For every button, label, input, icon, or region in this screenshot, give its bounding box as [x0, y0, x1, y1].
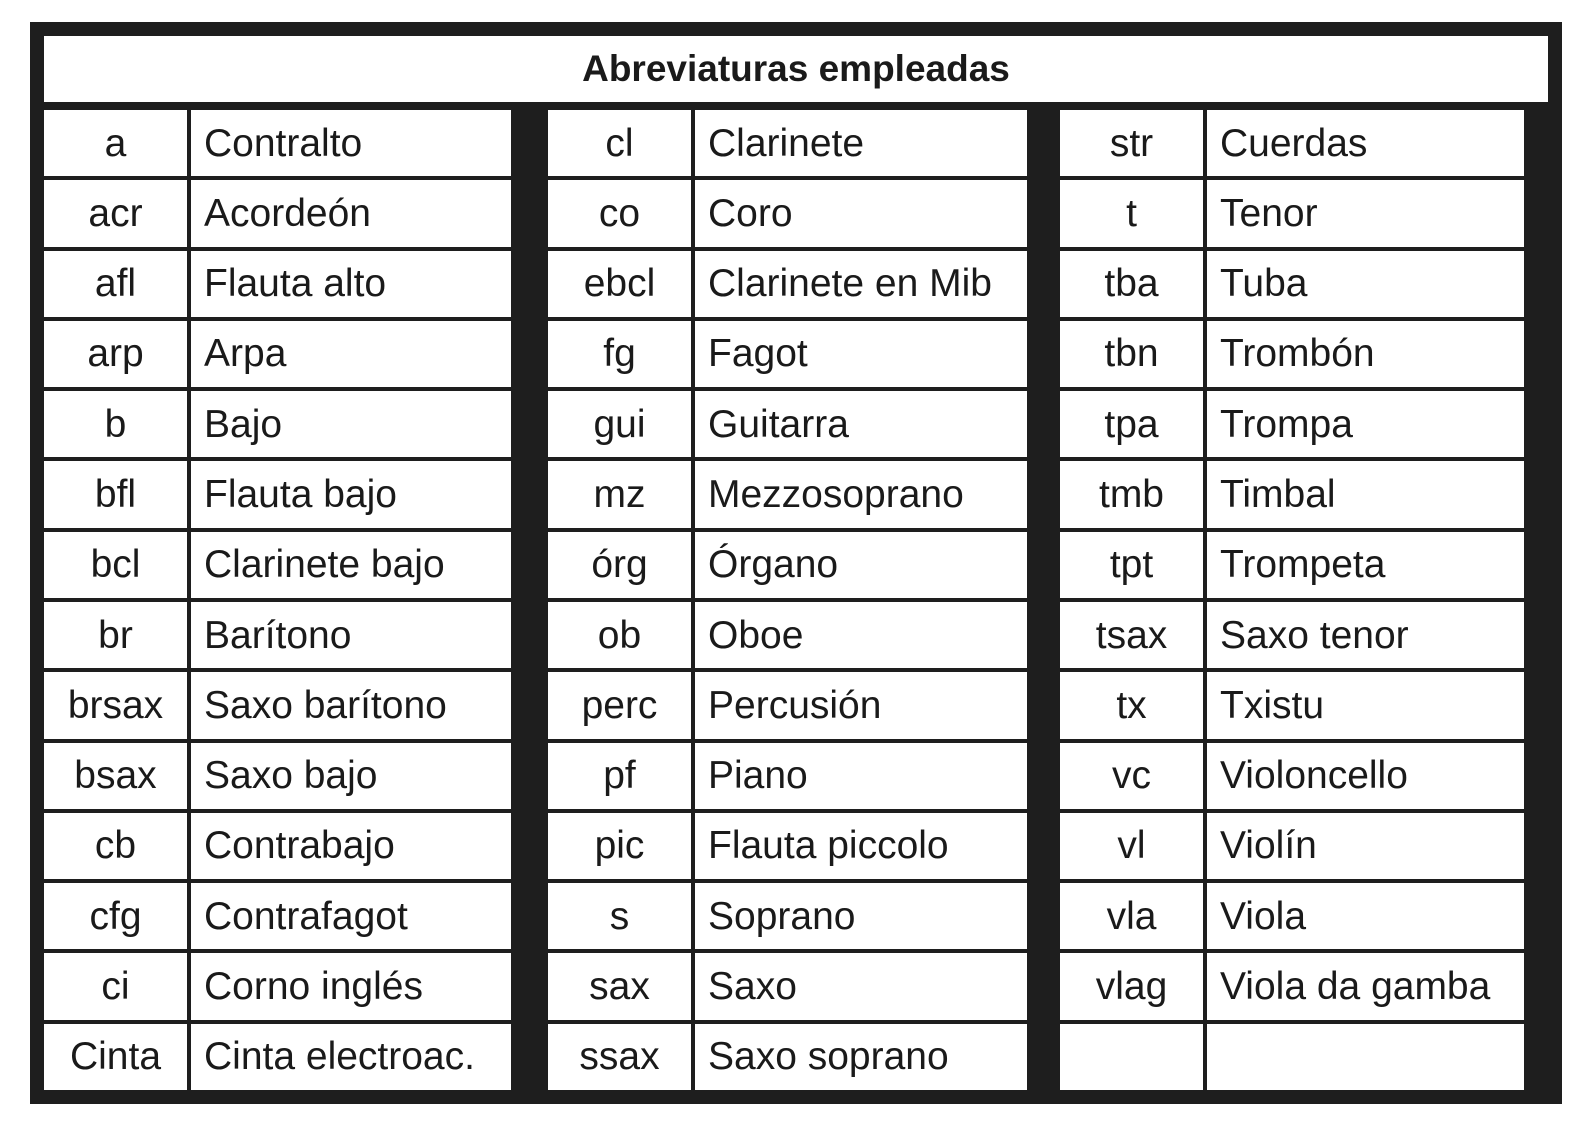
abbreviation-cell: Cinta — [44, 1024, 187, 1090]
instrument-name-cell: Txistu — [1207, 672, 1524, 738]
abbreviation-cell: sax — [548, 953, 691, 1019]
instrument-name-cell: Contrabajo — [191, 813, 511, 879]
abbreviation-cell: ssax — [548, 1024, 691, 1090]
abbreviation-cell: tpt — [1060, 532, 1203, 598]
instrument-name-cell: Clarinete bajo — [191, 532, 511, 598]
abbreviation-cell: acr — [44, 180, 187, 246]
instrument-name-cell: Arpa — [191, 321, 511, 387]
instrument-name-cell: Saxo soprano — [695, 1024, 1027, 1090]
abbreviation-cell: gui — [548, 391, 691, 457]
abbreviation-cell: tx — [1060, 672, 1203, 738]
instrument-name-cell: Viola — [1207, 883, 1524, 949]
abbreviation-cell: bcl — [44, 532, 187, 598]
instrument-name-cell: Contralto — [191, 110, 511, 176]
instrument-name-cell: Órgano — [695, 532, 1027, 598]
instrument-name-cell: Soprano — [695, 883, 1027, 949]
abbreviation-cell: bfl — [44, 461, 187, 527]
instrument-name-cell: Guitarra — [695, 391, 1027, 457]
abbreviation-cell: b — [44, 391, 187, 457]
abbreviation-cell: bsax — [44, 743, 187, 809]
instrument-name-cell: Flauta alto — [191, 251, 511, 317]
abbreviation-cell: fg — [548, 321, 691, 387]
instrument-name-cell: Corno inglés — [191, 953, 511, 1019]
instrument-name-cell: Saxo barítono — [191, 672, 511, 738]
instrument-name-cell: Saxo bajo — [191, 743, 511, 809]
instrument-name-cell: Flauta piccolo — [695, 813, 1027, 879]
abbreviation-cell: arp — [44, 321, 187, 387]
instrument-name-cell: Barítono — [191, 602, 511, 668]
abbreviation-cell: órg — [548, 532, 691, 598]
instrument-name-cell: Mezzosoprano — [695, 461, 1027, 527]
abbreviation-cell: pic — [548, 813, 691, 879]
instrument-name-cell: Timbal — [1207, 461, 1524, 527]
abbreviation-cell: a — [44, 110, 187, 176]
abbreviation-cell: str — [1060, 110, 1203, 176]
instrument-name-cell: Piano — [695, 743, 1027, 809]
instrument-name-cell: Trombón — [1207, 321, 1524, 387]
abbreviation-cell: tpa — [1060, 391, 1203, 457]
instrument-name-cell: Saxo tenor — [1207, 602, 1524, 668]
instrument-name-cell: Cuerdas — [1207, 110, 1524, 176]
instrument-name-cell: Violoncello — [1207, 743, 1524, 809]
abbreviation-cell: br — [44, 602, 187, 668]
abbreviation-cell: vl — [1060, 813, 1203, 879]
instrument-name-cell: Acordeón — [191, 180, 511, 246]
abbreviation-cell: vlag — [1060, 953, 1203, 1019]
instrument-name-cell: Percusión — [695, 672, 1027, 738]
abbreviation-cell: perc — [548, 672, 691, 738]
abbreviation-cell: ci — [44, 953, 187, 1019]
abbreviation-cell — [1060, 1024, 1203, 1090]
abbreviation-cell: vc — [1060, 743, 1203, 809]
abbreviation-cell: vla — [1060, 883, 1203, 949]
abbreviation-cell: brsax — [44, 672, 187, 738]
abbreviation-cell: mz — [548, 461, 691, 527]
instrument-name-cell: Coro — [695, 180, 1027, 246]
abbreviation-cell: co — [548, 180, 691, 246]
abbreviation-cell: cl — [548, 110, 691, 176]
instrument-name-cell: Violín — [1207, 813, 1524, 879]
instrument-name-cell: Saxo — [695, 953, 1027, 1019]
instrument-name-cell: Tuba — [1207, 251, 1524, 317]
instrument-name-cell: Cinta electroac. — [191, 1024, 511, 1090]
table-title: Abreviaturas empleadas — [44, 36, 1548, 102]
abbreviation-cell: tbn — [1060, 321, 1203, 387]
abbreviation-cell: afl — [44, 251, 187, 317]
abbreviation-cell: tmb — [1060, 461, 1203, 527]
instrument-name-cell: Clarinete en Mib — [695, 251, 1027, 317]
instrument-name-cell: Clarinete — [695, 110, 1027, 176]
abbreviation-cell: ob — [548, 602, 691, 668]
instrument-name-cell: Trompeta — [1207, 532, 1524, 598]
abbreviation-cell: cb — [44, 813, 187, 879]
abbreviations-table — [30, 22, 1562, 1104]
abbreviation-cell: tsax — [1060, 602, 1203, 668]
instrument-name-cell: Trompa — [1207, 391, 1524, 457]
abbreviation-cell: s — [548, 883, 691, 949]
abbreviation-cell: ebcl — [548, 251, 691, 317]
instrument-name-cell: Viola da gamba — [1207, 953, 1524, 1019]
instrument-name-cell: Fagot — [695, 321, 1027, 387]
instrument-name-cell: Bajo — [191, 391, 511, 457]
abbreviation-cell: cfg — [44, 883, 187, 949]
abbreviation-cell: t — [1060, 180, 1203, 246]
abbreviation-cell: pf — [548, 743, 691, 809]
instrument-name-cell: Flauta bajo — [191, 461, 511, 527]
instrument-name-cell: Oboe — [695, 602, 1027, 668]
abbreviation-cell: tba — [1060, 251, 1203, 317]
instrument-name-cell: Contrafagot — [191, 883, 511, 949]
instrument-name-cell: Tenor — [1207, 180, 1524, 246]
instrument-name-cell — [1207, 1024, 1524, 1090]
